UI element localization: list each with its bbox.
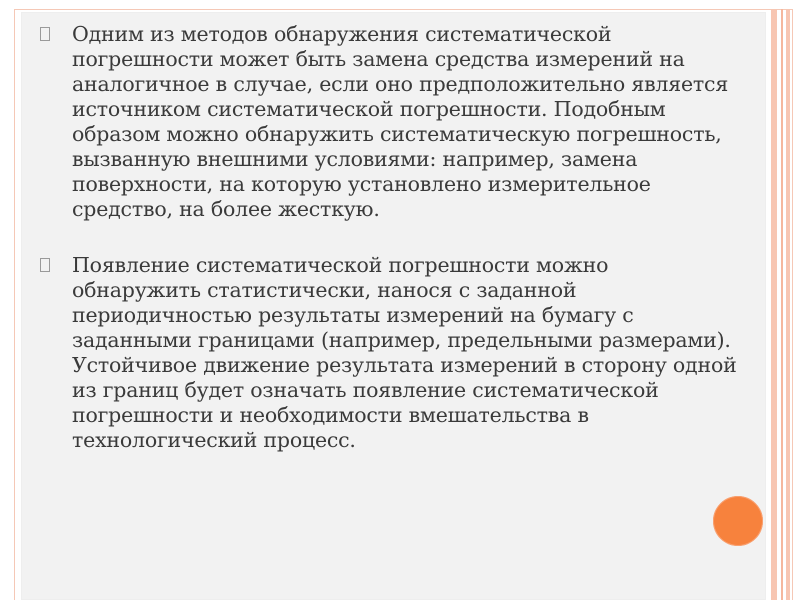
bullet-text: Появление систематической погрешности можно обнаружить статистически, нанося с заданной периодичностью результаты измерений на бумагу с заданными границами (например, предельными размерами). Устойчивое движение результата измерений в сторону одной из границ будет означать появление систематической погрешности и необходимости вмешательства в технологический процесс. xyxy=(72,253,737,452)
bullet-text: Одним из методов обнаружения систематической погрешности может быть замена средства измерений на аналогичное в случае, если оно предположительно является источником систематической погрешности. Подобным образом можно обнаружить систематическую погрешность, вызванную внешними условиями: например, замена поверхности, на которую установлено измерительное средство, на более жесткую. xyxy=(72,22,729,221)
bullet-list xyxy=(40,22,740,453)
decorative-stripe xyxy=(781,9,783,600)
bullet-item xyxy=(40,22,740,222)
decorative-stripe xyxy=(786,9,790,600)
bullet-item xyxy=(40,253,740,453)
decorative-circle xyxy=(713,496,763,546)
decorative-stripe xyxy=(771,9,777,600)
square-bullet-icon xyxy=(40,27,50,41)
square-bullet-icon xyxy=(40,258,50,272)
